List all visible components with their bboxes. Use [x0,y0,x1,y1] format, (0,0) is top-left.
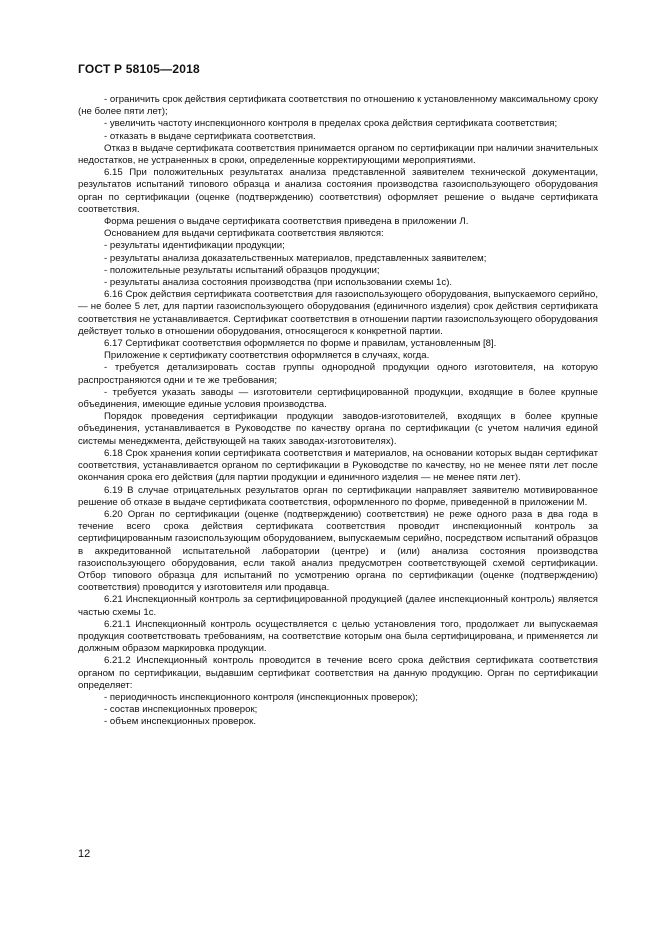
paragraph: - результаты идентификации продукции; [104,240,285,252]
paragraph: 6.20 Орган по сертификации (оценке (подтверждению) соответствия) не реже одного раза в два года в течение всего срока действия сертификата соответствия проводит инспекционный контроль за сертифицированным газоиспользующим оборудованием, выпускаемым серийно, посредством испытаний образцов в аккредитованной испытательной лаборатории (центре) и (или) анализа состояния производства газоиспользующего оборудования, если такой анализ предусмотрен соответствующей схемой сертификации. Отбор типового образца для испытаний по усмотрению органа по сертификации (оценке (подтверждению) соответствия) проводится у изготовителя или продавца. [78,508,598,594]
document-header: ГОСТ Р 58105—2018 [78,62,200,76]
paragraph: 6.19 В случае отрицательных результатов орган по сертификации направляет заявителю мотивированное решение об отказе в выдаче сертификата соответствия, оформленного по форме, приведенной в приложении М. [78,484,598,508]
paragraph: - требуется указать заводы — изготовители сертифицированной продукции, входящие в более крупные объединения, имеющие единые условия производства. [78,386,598,411]
paragraph: Приложение к сертификату соответствия оформляется в случаях, когда. [104,350,430,362]
paragraph: 6.21.1 Инспекционный контроль осуществляется с целью установления того, продолжает ли выпускаемая продукция соответствовать требованиям, на соответствие которым она была сертифицирована, и применяется ли должным образом маркировка продукции. [78,618,598,655]
paragraph: Основанием для выдачи сертификата соответствия являются: [104,228,384,240]
paragraph: - периодичность инспекционного контроля (инспекционных проверок); [104,691,418,703]
paragraph: 6.17 Сертификат соответствия оформляется по форме и правилам, установленным [8]. [104,338,497,350]
paragraph: 6.16 Срок действия сертификата соответствия для газоиспользующего оборудования, выпускаемого серийно, — не более 5 лет, для партии газоиспользующего оборудования (единичного изделия) срок действия сертификата соответствия не устанавливается. Сертификат соответствия в отношении партии газоиспользующего оборудования действует только в отношении оборудования, относящегося к конкретной партии. [78,289,598,337]
document-body [78,94,598,729]
paragraph: 6.18 Срок хранения копии сертификата соответствия и материалов, на основании которых выдан сертификат соответствия, устанавливается органом по сертификации в Руководстве по качеству, но не менее пяти лет после окончания срока его действия (для партии продукции и единичного изделия — не менее пяти лет). [78,447,598,484]
paragraph: - объем инспекционных проверок. [104,716,257,728]
paragraph: 6.15 При положительных результатах анализа представленной заявителем технической документации, результатов испытаний типового образца и анализа состояния производства газоиспользующего оборудования орган по сертификации (оценке (подтверждению) соответствия) оформляет решение о выдаче сертификата соответствия. [78,167,598,215]
paragraph: Порядок проведения сертификации продукции заводов-изготовителей, входящих в более крупные объединения, устанавливается в Руководстве по качеству органа по сертификации (с учетом наличия единой системы менеджмента, действующей на таких заводах-изготовителях). [78,411,598,447]
paragraph: Отказ в выдаче сертификата соответствия принимается органом по сертификации при наличии значительных недостатков, не устраненных в сроки, определенные корректирующими мероприятиями. [78,142,598,167]
paragraph: - положительные результаты испытаний образцов продукции; [104,264,380,276]
paragraph: - отказать в выдаче сертификата соответствия. [104,130,316,142]
paragraph: 6.21.2 Инспекционный контроль проводится в течение всего срока действия сертификата соответствия органом по сертификации, выдавшим сертификат соответствия на данную продукцию. Орган по сертификации определяет: [78,655,598,691]
paragraph: - увеличить частоту инспекционного контроля в пределах срока действия сертификата соответствия; [104,118,558,130]
page-number: 12 [78,848,91,860]
paragraph: - требуется детализировать состав группы однородной продукции одного изготовителя, на которую распространяются одни и те же требования; [78,362,598,386]
paragraph: - результаты анализа состояния производства (при использовании схемы 1с). [104,277,453,289]
paragraph: - ограничить срок действия сертификата соответствия по отношению к установленному максимальному сроку (не более пяти лет); [78,94,598,118]
paragraph: - результаты анализа доказательственных материалов, представленных заявителем; [104,252,487,264]
paragraph: Форма решения о выдаче сертификата соответствия приведена в приложении Л. [104,216,469,228]
paragraph: - состав инспекционных проверок; [104,704,258,716]
paragraph: 6.21 Инспекционный контроль за сертифицированной продукцией (далее инспекционный контроль) является частью схемы 1с. [78,594,598,618]
